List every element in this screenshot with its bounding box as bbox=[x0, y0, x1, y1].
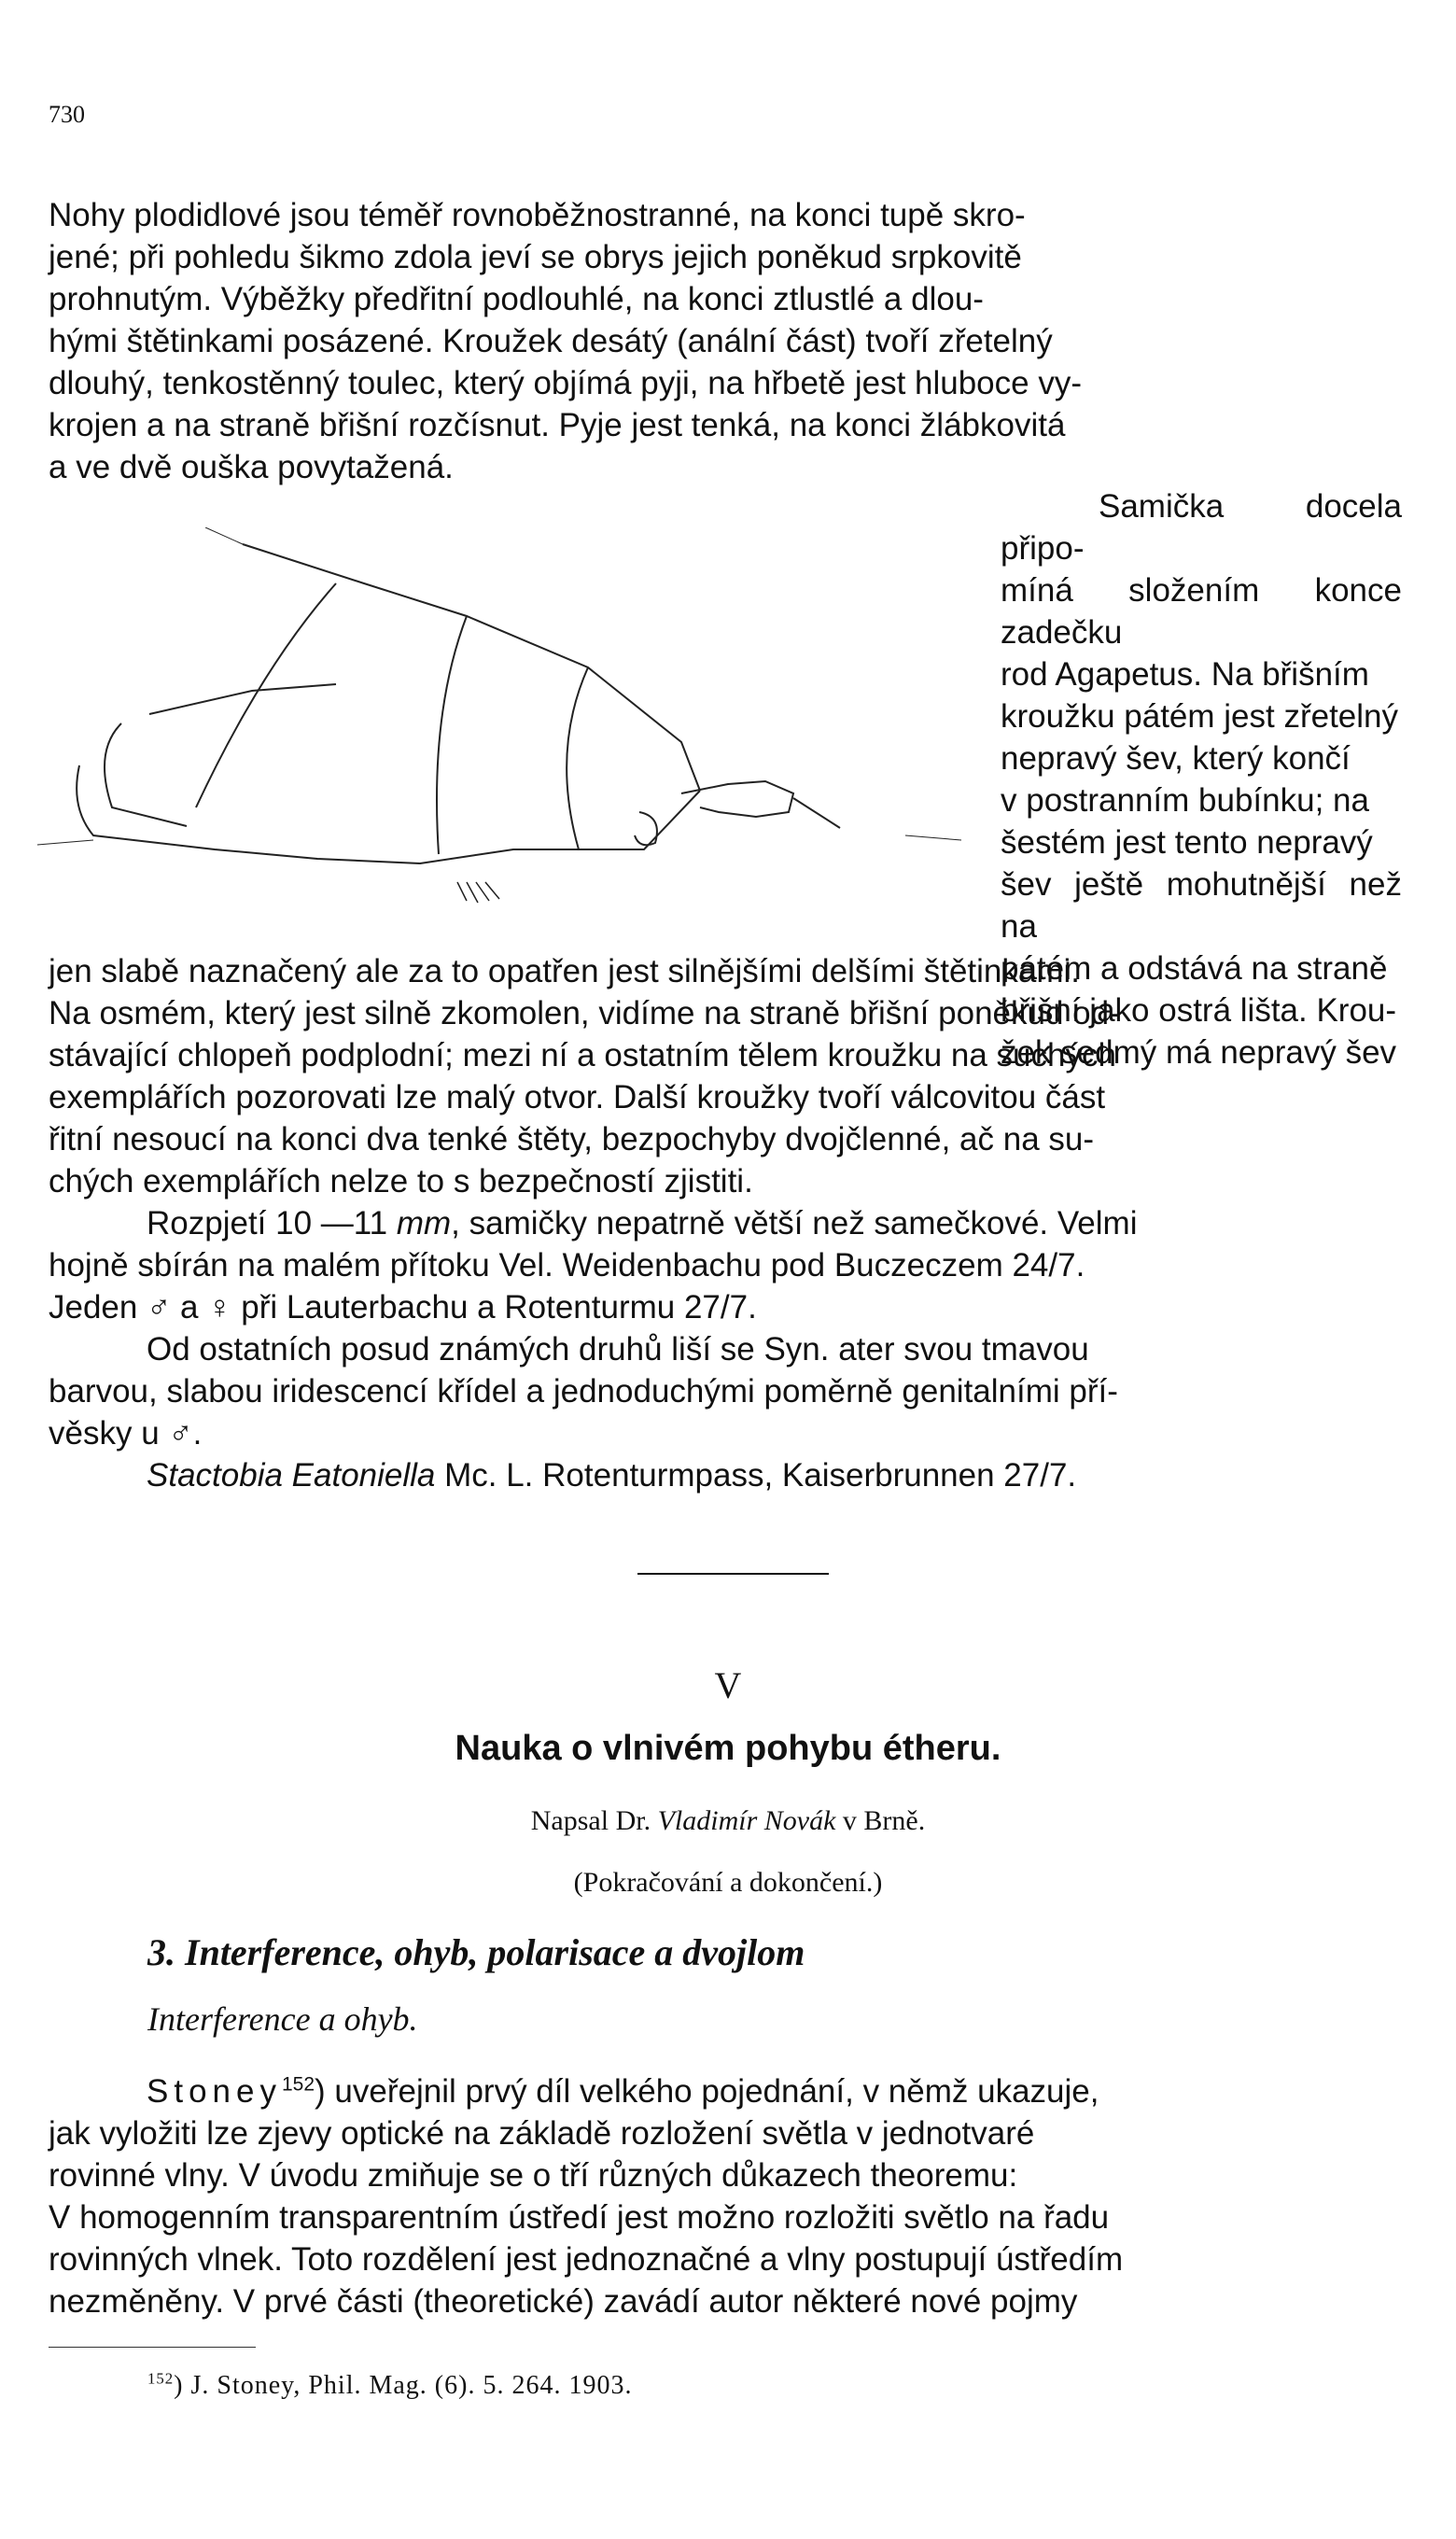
text-line: Od ostatních posud známých druhů liší se Syn. ater svou tmavou bbox=[147, 1331, 1089, 1368]
wingspan-line: Rozpjetí 10 —11 mm, samičky nepatrně větší než samečkové. Velmi bbox=[147, 1205, 1138, 1241]
figure-leader-line bbox=[37, 527, 961, 845]
text-line: jené; při pohledu šikmo zdola jeví se obrys jejich poněkud srpkovitě bbox=[49, 239, 1022, 275]
figure-segment-line bbox=[196, 583, 336, 807]
footnote-number: 152 bbox=[147, 2369, 175, 2388]
text-line: chých exemplářích nelze to s bezpečností zjistiti. bbox=[49, 1163, 753, 1199]
figure-segment-line bbox=[437, 616, 467, 854]
footnote-ref: 152 bbox=[281, 2073, 315, 2096]
author-name: Vladimír Novák bbox=[657, 1805, 836, 1836]
footnote: $^{152}$) J. Stoney, Phil. Mag. (6). 5. 264. 1903. bbox=[147, 2369, 633, 2400]
text-line: stávající chlopeň podplodní; mezi ní a ostatním tělem kroužku na suchých bbox=[49, 1037, 1116, 1073]
figure-segment-line bbox=[105, 723, 187, 826]
figure-bristles bbox=[457, 882, 499, 903]
section-divider bbox=[637, 1573, 829, 1575]
text-line: Nohy plodidlové jsou téměř rovnoběžnostranné, na konci tupě skro- bbox=[49, 197, 1026, 233]
text-line: krojen a na straně břišní rozčísnut. Pyje jest tenká, na konci žlábkovitá bbox=[49, 407, 1066, 443]
text-line: v postranním bubínku; na bbox=[1001, 782, 1369, 819]
figure-dorsal-outline bbox=[243, 544, 700, 791]
section-number: V bbox=[714, 1664, 742, 1706]
text-line: pátém a odstává na straně bbox=[1001, 950, 1388, 987]
paragraph-male-genitalia bbox=[49, 194, 1402, 488]
author-name: Stoney bbox=[147, 2073, 282, 2110]
text-line: rod Agapetus. Na břišním bbox=[1001, 656, 1369, 693]
text-line: šev ještě mohutnější než na bbox=[1001, 866, 1402, 945]
abdomen-illustration bbox=[28, 527, 971, 919]
text-line: šestém jest tento nepravý bbox=[1001, 824, 1373, 861]
text-line: rovinných vlnek. Toto rozdělení jest jednoznačné a vlny postupují ústředím bbox=[49, 2241, 1124, 2278]
text-line: věsky u ♂. bbox=[49, 1415, 203, 1452]
unit-mm: mm bbox=[396, 1205, 452, 1241]
figure-segment-line bbox=[149, 684, 336, 714]
text-line: kroužku pátém jest zřetelný bbox=[1001, 698, 1399, 735]
text-line: břišní jako ostrá lišta. Krou- bbox=[1001, 992, 1397, 1029]
text-line: rovinné vlny. V úvodu zmiňuje se o tří různých důkazech theoremu: bbox=[49, 2157, 1018, 2194]
text-line: a ve dvě ouška povytažená. bbox=[49, 449, 454, 485]
text-line: jen slabě naznačený ale za to opatřen jest silnějšími delšími štětinkami. bbox=[49, 953, 1080, 989]
text-line: prohnutým. Výběžky předřitní podlouhlé, na konci ztlustlé a dlou- bbox=[49, 281, 984, 317]
text-line: míná složením konce zadečku bbox=[1001, 572, 1402, 651]
footnote-rule bbox=[49, 2347, 256, 2348]
figure-ventral-outline bbox=[77, 765, 700, 863]
byline: Napsal Dr. Vladimír Novák v Brně. bbox=[530, 1805, 926, 1836]
text-line: V homogenním transparentním ústředí jest možno rozložiti světlo na řadu bbox=[49, 2199, 1110, 2236]
text-line: Jeden ♂ a ♀ při Lauterbachu a Rotenturmu 27/7. bbox=[49, 1289, 757, 1326]
text-line: nezměněny. V prvé části (theoretické) zavádí autor některé nové pojmy bbox=[49, 2283, 1078, 2320]
page-number: 730 bbox=[49, 101, 85, 128]
text-line: Stoney$^{152}$) uveřejnil prvý díl velkého pojednání, v němž ukazuje, bbox=[147, 2073, 1099, 2110]
text-line: Samička docela připo- bbox=[1001, 488, 1402, 567]
text-line: Na osmém, který jest silně zkomolen, vidíme na straně břišní poněkud od- bbox=[49, 995, 1120, 1031]
species-name: Stactobia Eatoniella bbox=[147, 1457, 436, 1494]
text-line: řitní nesoucí na konci dva tenké štěty, bezpochyby dvojčlenné, ač na su- bbox=[49, 1121, 1094, 1157]
text-line: nepravý šev, který končí bbox=[1001, 740, 1351, 777]
figure-segment-line bbox=[567, 667, 588, 849]
text-line: hojně sbírán na malém přítoku Vel. Weidenbachu pod Buczeczem 24/7. bbox=[49, 1247, 1085, 1284]
chapter-heading: 3. Interference, ohyb, polarisace a dvojlom bbox=[147, 1931, 805, 1973]
text-line: exemplářích pozorovati lze malý otvor. Další kroužky tvoří válcovitou část bbox=[49, 1079, 1106, 1115]
text-line: hými štětinkami posázené. Kroužek desátý (anální část) tvoří zřetelný bbox=[49, 323, 1053, 359]
text-block-continued bbox=[49, 950, 1402, 1496]
text-line: jak vyložiti lze zjevy optické na základě rozložení světla v jednotvaré bbox=[49, 2115, 1035, 2152]
continuation-note: (Pokračování a dokončení.) bbox=[573, 1867, 883, 1898]
text-line: dlouhý, tenkostěnný toulec, který objímá pyji, na hřbetě jest hluboce vy- bbox=[49, 365, 1082, 401]
paragraph-stoney bbox=[49, 2070, 1402, 2322]
subheading: Interference a ohyb. bbox=[147, 2000, 418, 2038]
figure-cercus bbox=[793, 798, 840, 828]
species-record: Stactobia Eatoniella Mc. L. Rotenturmpass, Kaiserbrunnen 27/7. bbox=[147, 1457, 1077, 1494]
text-line: barvou, slabou iridescencí křídel a jednoduchými poměrně genitalními pří- bbox=[49, 1373, 1118, 1410]
article-title: Nauka o vlnivém pohybu étheru. bbox=[455, 1729, 1001, 1768]
text-line: žek sedmý má nepravý šev bbox=[1001, 1034, 1397, 1071]
